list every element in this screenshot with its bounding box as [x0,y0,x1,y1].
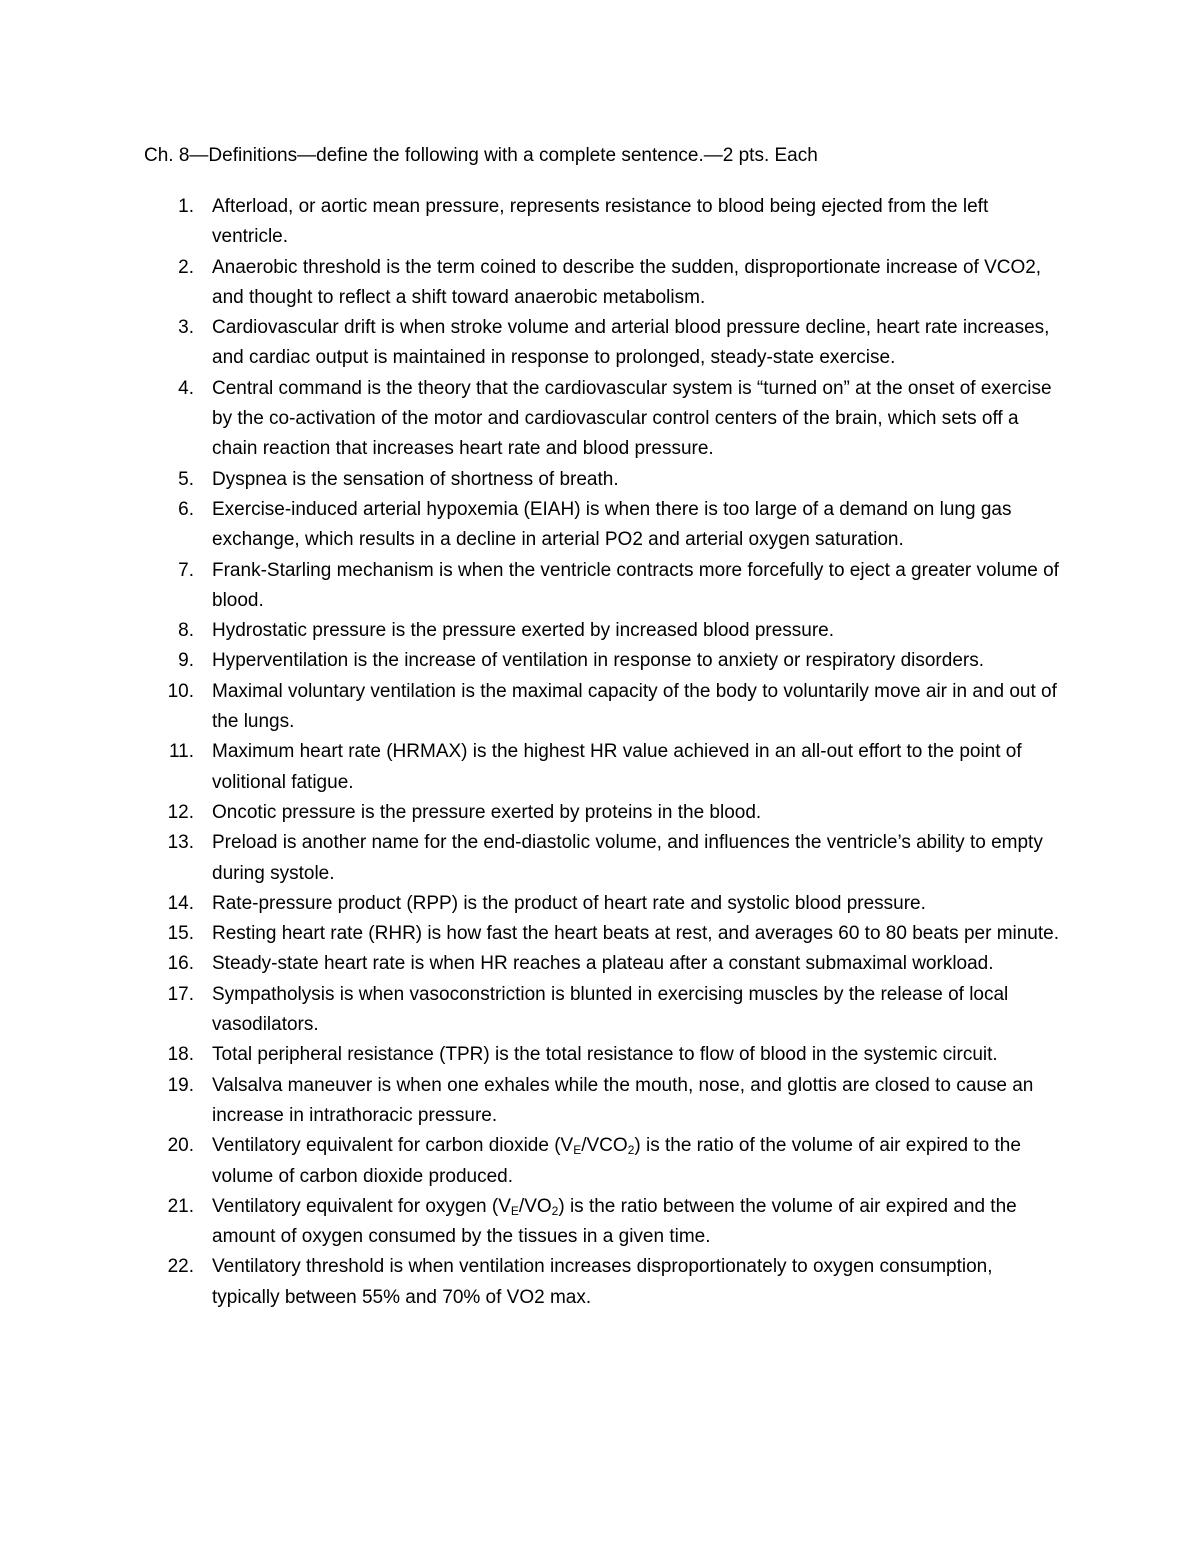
definitions-list [144,192,1064,1313]
text-segment: ) is the ratio between the volume of air expired and the amount of oxygen consumed by the tissues in a given time. [212,1195,1017,1248]
definition-text: Total peripheral resistance (TPR) is the total resistance to flow of blood in the systemic circuit. [212,1044,998,1066]
definition-item [144,889,1064,919]
definition-item [144,737,1064,798]
text-segment: Ventilatory equivalent for carbon dioxide (V [212,1135,574,1157]
definition-item [144,980,1064,1041]
definition-text: Anaerobic threshold is the term coined to describe the sudden, disproportionate increase of VCO2, and thought to reflect a shift toward anaerobic metabolism. [212,256,1042,308]
definition-item [144,919,1064,949]
item-number: 4. [178,377,194,399]
definition-item [144,556,1064,617]
item-number: 7. [178,559,194,581]
definition-text: Rate-pressure product (RPP) is the product of heart rate and systolic blood pressure. [212,892,926,914]
definition-text [212,1131,1064,1192]
definition-text: Dyspnea is the sensation of shortness of breath. [212,468,619,490]
definition-item [144,949,1064,979]
text-segment: ) is the ratio of the volume of air expired to the volume of carbon dioxide produced. [212,1135,1021,1187]
item-number: 6. [178,498,194,520]
definition-text [212,1192,1064,1253]
definition-text: Steady-state heart rate is when HR reaches a plateau after a constant submaximal workload. [212,953,994,975]
definition-item [144,677,1064,738]
definition-text: Ventilatory threshold is when ventilation increases disproportionately to oxygen consumption, typically between 55% and 70% of VO2 max. [212,1256,993,1308]
definition-item [144,192,1064,253]
definition-item [144,616,1064,646]
item-number: 8. [178,620,194,642]
definition-item [144,828,1064,889]
definition-item [144,374,1064,465]
item-number: 19. [167,1074,194,1096]
definition-text: Maximum heart rate (HRMAX) is the highest HR value achieved in an all-out effort to the point of volitional fatigue. [212,741,1022,793]
item-number: 3. [178,317,194,339]
item-number: 22. [167,1256,194,1278]
item-number: 5. [178,468,194,490]
definition-item [144,798,1064,828]
definition-item [144,646,1064,676]
text-segment: /VCO [581,1135,628,1157]
item-number: 18. [167,1044,194,1066]
page-heading: Ch. 8—Definitions—define the following with a complete sentence.—2 pts. Each [144,145,818,166]
subscript: E [573,1143,582,1158]
item-number: 9. [178,650,194,672]
definition-text: Afterload, or aortic mean pressure, represents resistance to blood being ejected from the left ventricle. [212,196,989,248]
definition-item [144,465,1064,495]
item-number: 12. [167,801,194,823]
item-number: 14. [167,892,194,914]
item-number: 20. [167,1135,194,1157]
item-number: 21. [167,1195,194,1217]
item-number: 13. [167,832,194,854]
definition-text: Sympatholysis is when vasoconstriction is blunted in exercising muscles by the release of local vasodilators. [212,983,1009,1036]
definition-text: Frank-Starling mechanism is when the ventricle contracts more forcefully to eject a greater volume of blood. [212,559,1059,611]
item-number: 2. [178,256,194,278]
subscript: E [510,1203,519,1218]
definition-item [144,1040,1064,1070]
subscript: 2 [627,1143,635,1158]
definition-text: Hydrostatic pressure is the pressure exerted by increased blood pressure. [212,620,835,642]
subscript: 2 [551,1203,559,1218]
definition-text: Preload is another name for the end-diastolic volume, and influences the ventricle’s ability to empty during systole. [212,832,1043,884]
definition-item [144,1071,1064,1132]
definition-text: Valsalva maneuver is when one exhales while the mouth, nose, and glottis are closed to cause an increase in intrathoracic pressure. [212,1074,1034,1126]
definition-text: Cardiovascular drift is when stroke volume and arterial blood pressure decline, heart rate increases, and cardiac output is maintained in response to prolonged, steady-state exercise. [212,317,1050,369]
item-number: 10. [167,680,194,702]
item-number: 1. [178,196,194,217]
definition-text: Maximal voluntary ventilation is the maximal capacity of the body to voluntarily move air in and out of the lungs. [212,680,1057,733]
item-number: 15. [167,923,194,945]
text-segment: Ventilatory equivalent for oxygen (V [212,1195,511,1217]
text-segment: /VO [518,1195,552,1217]
definition-text: Exercise-induced arterial hypoxemia (EIAH) is when there is too large of a demand on lung gas exchange, which results in a decline in arterial PO2 and arterial oxygen saturation. [212,498,1012,551]
definition-item [144,313,1064,374]
definition-item [144,1252,1064,1313]
item-number: 17. [167,983,194,1005]
definition-item [144,1192,1064,1253]
definition-text: Central command is the theory that the cardiovascular system is “turned on” at the onset of exercise by the co-activation of the motor and cardiovascular control centers of the brain, which sets off a chain reaction that increases heart rate and blood pressure. [212,377,1052,460]
definition-text: Hyperventilation is the increase of ventilation in response to anxiety or respiratory disorders. [212,650,984,672]
definition-item [144,1131,1064,1192]
item-number: 11. [168,741,194,763]
definition-text: Resting heart rate (RHR) is how fast the heart beats at rest, and averages 60 to 80 beats per minute. [212,923,1060,945]
definition-text: Oncotic pressure is the pressure exerted by proteins in the blood. [212,801,762,823]
definition-item [144,253,1064,314]
item-number: 16. [167,953,194,975]
definition-item [144,495,1064,556]
